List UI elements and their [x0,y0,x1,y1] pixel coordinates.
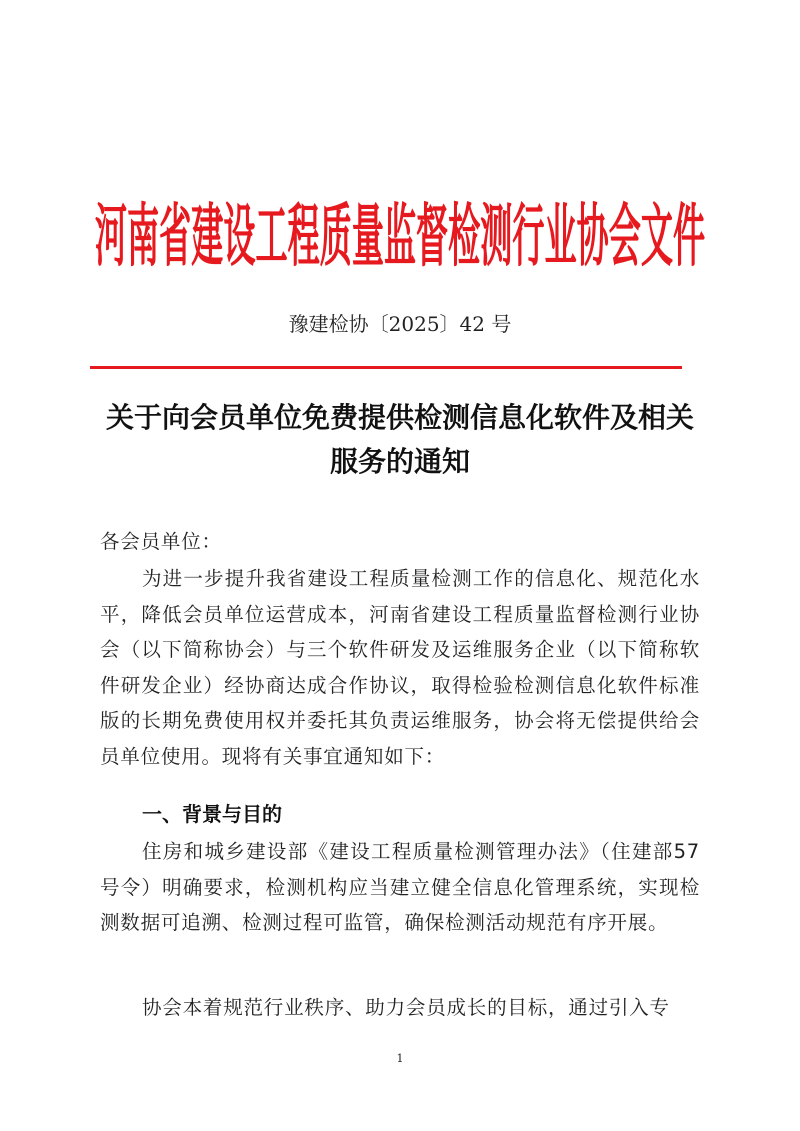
paragraph-association-purpose: 协会本着规范行业秩序、助力会员成长的目标，通过引入专 [142,996,670,1019]
red-divider-line [90,366,682,369]
paragraph-intro: 为进一步提升我省建设工程质量检测工作的信息化、规范化水平，降低会员单位运营成本，河南省建设工程质量监督检测行业协会（以下简称协会）与三个软件研发及运维服务企业（以下简称软件研发企业）经协商达成合作协议，取得检验检测信息化软件标准版的长期免费使用权并委托其负责运维服务，协会将无偿提供给会员单位使用。现将有关事宜通知如下： [100,567,700,768]
paragraph-background: 住房和城乡建设部《建设工程质量检测管理办法》（住建部57号令）明确要求，检测机构应当建立健全信息化管理系统，实现检测数据可追溯、检测过程可监管，确保检测活动规范有序开展。 [100,840,700,934]
document-number: 豫建检协〔2025〕42 号 [288,312,512,336]
section-heading-background: 一、背景与目的 [142,802,282,826]
salutation: 各会员单位： [100,530,222,553]
header-title: 河南省建设工程质量监督检测行业协会文件 [94,197,706,277]
page-number: 1 [396,1052,404,1065]
notice-title: 关于向会员单位免费提供检测信息化软件及相关服务的通知 [105,401,694,478]
header-title-block [0,182,800,278]
